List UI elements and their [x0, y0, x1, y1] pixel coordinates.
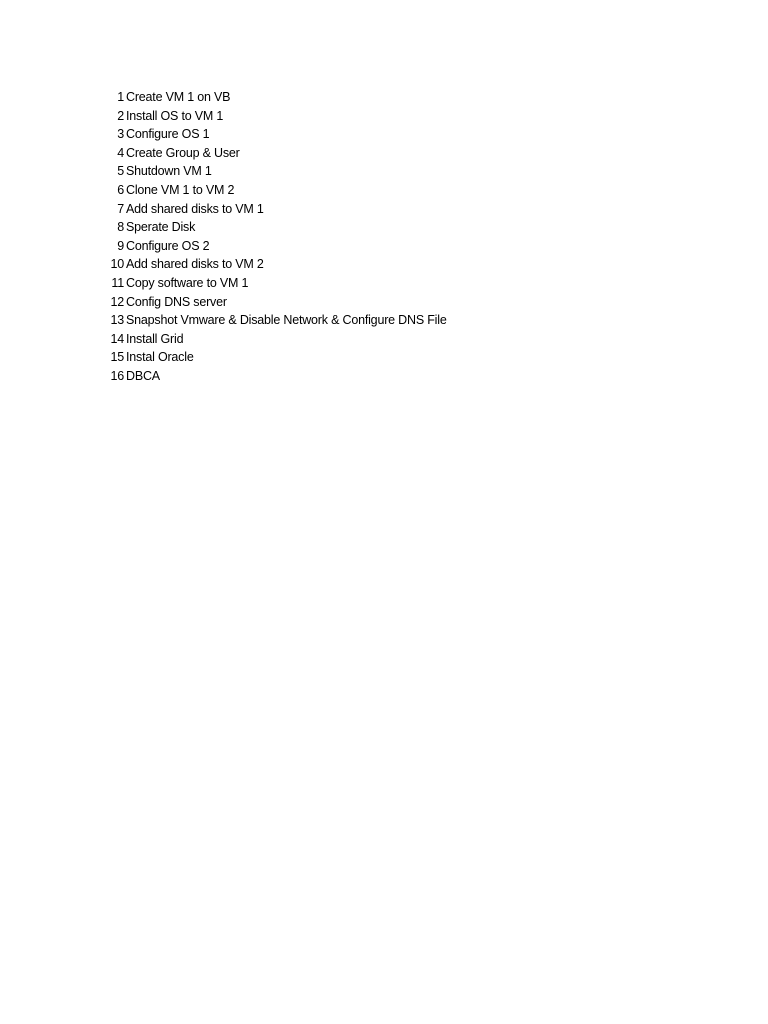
step-text: Copy software to VM 1 [126, 275, 249, 290]
step-number: 12 [110, 294, 124, 309]
step-text: Install OS to VM 1 [126, 108, 224, 123]
step-text: Create Group & User [126, 145, 240, 160]
step-number: 4 [117, 145, 124, 160]
step-text: Install Grid [126, 331, 184, 346]
step-item [104, 311, 447, 330]
step-item [104, 125, 447, 144]
step-text: Config DNS server [126, 294, 227, 309]
step-number: 7 [117, 201, 124, 216]
step-item [104, 200, 447, 219]
step-item [104, 293, 447, 312]
step-item [104, 218, 447, 237]
step-item [104, 330, 447, 349]
step-text: Sperate Disk [126, 220, 196, 235]
step-number: 15 [110, 350, 124, 365]
step-number: 5 [117, 164, 124, 179]
step-text: Add shared disks to VM 2 [126, 257, 264, 272]
step-text: Create VM 1 on VB [126, 90, 231, 104]
step-text: Snapshot Vmware & Disable Network & Configure DNS File [126, 313, 447, 328]
step-number: 11 [111, 275, 124, 290]
step-item [104, 162, 447, 181]
step-number: 13 [110, 313, 124, 328]
step-item [104, 274, 447, 293]
step-item [104, 255, 447, 274]
step-number: 14 [110, 331, 124, 346]
step-number: 16 [110, 368, 124, 383]
step-item [104, 88, 447, 107]
step-text: Add shared disks to VM 1 [126, 201, 264, 216]
step-number: 9 [117, 238, 124, 253]
step-item [104, 107, 447, 126]
step-number: 8 [117, 220, 124, 235]
step-item [104, 181, 447, 200]
step-item [104, 348, 447, 367]
step-text: Configure OS 1 [126, 127, 210, 142]
step-text: Instal Oracle [126, 350, 194, 365]
step-number: 10 [110, 257, 124, 272]
step-text: Clone VM 1 to VM 2 [126, 182, 235, 197]
step-number: 3 [117, 127, 124, 142]
step-item [104, 367, 447, 386]
steps-list [104, 88, 447, 386]
step-item [104, 237, 447, 256]
step-text: DBCA [126, 368, 160, 383]
step-number: 1 [117, 90, 124, 104]
step-number: 6 [117, 182, 124, 197]
step-text: Shutdown VM 1 [126, 164, 212, 179]
step-text: Configure OS 2 [126, 238, 210, 253]
step-number: 2 [117, 108, 124, 123]
step-item [104, 144, 447, 163]
